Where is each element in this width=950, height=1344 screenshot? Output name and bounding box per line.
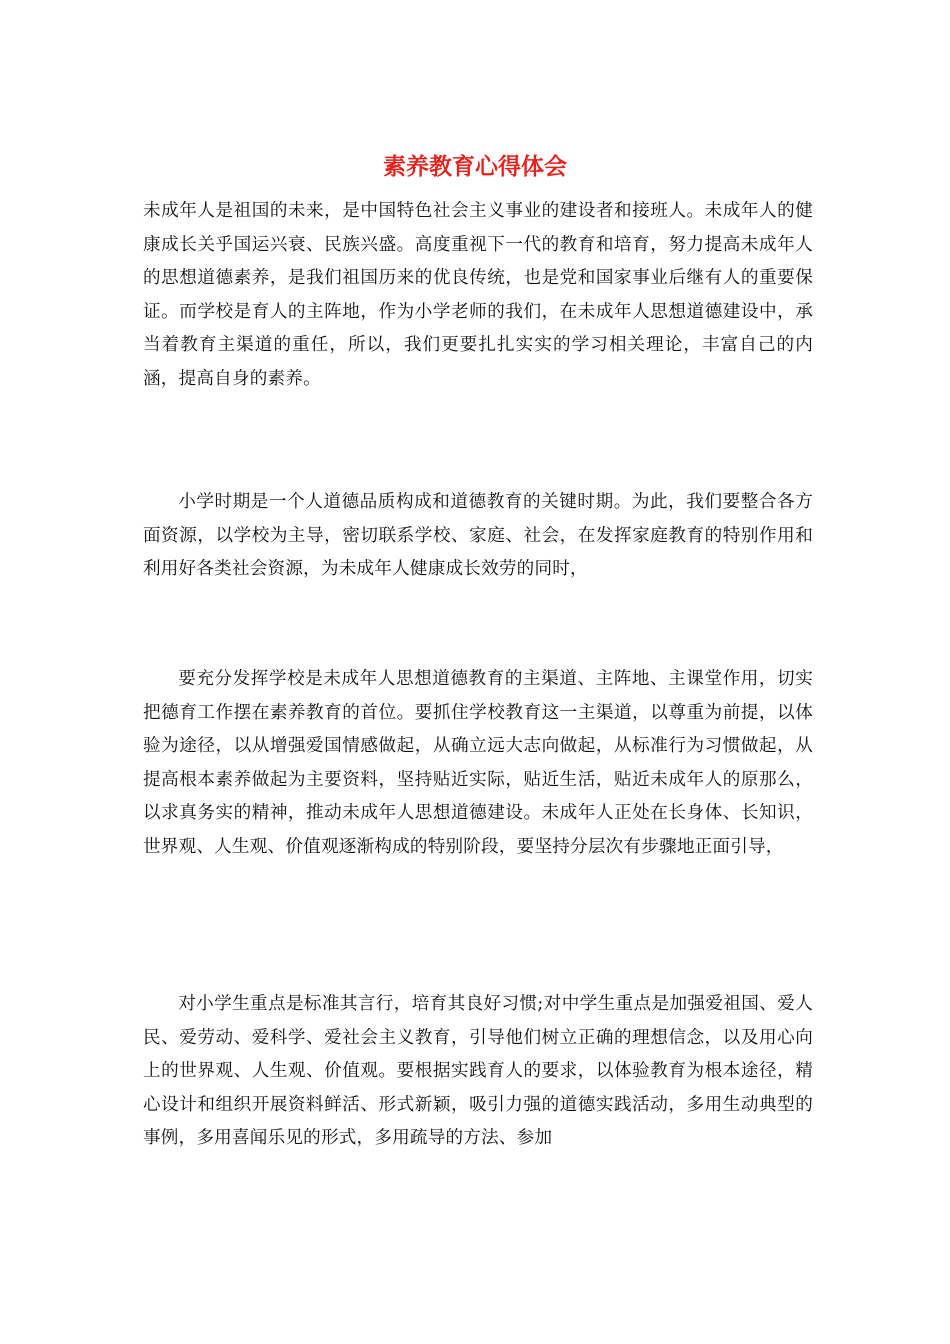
- paragraph-2: 小学时期是一个人道德品质构成和道德教育的关键时期。为此，我们要整合各方面资源，以学校为主导，密切联系学校、家庭、社会，在发挥家庭教育的特别作用和利用好各类社会资源，为未成年人健康成长效劳的同时，: [143, 492, 813, 579]
- document-title: 素养教育心得体会: [383, 153, 567, 180]
- paragraph-3: 要充分发挥学校是未成年人思想道德教育的主渠道、主阵地、主课堂作用，切实把德育工作摆在素养教育的首位。要抓住学校教育这一主渠道，以尊重为前提，以体验为途径，以从增强爱国情感做起，从确立远大志向做起，从标准行为习惯做起，从提高根本素养做起为主要资料，坚持贴近实际，贴近生活，贴近未成年人的原那么，以求真务实的精神，推动未成年人思想道德建设。未成年人正处在长身体、长知识，世界观、人生观、价值观逐渐构成的特别阶段，要坚持分层次有步骤地正面引导，: [143, 669, 813, 857]
- paragraph-4: 对小学生重点是标准其言行，培育其良好习惯;对中学生重点是加强爱祖国、爱人民、爱劳动、爱科学、爱社会主义教育，引导他们树立正确的理想信念，以及用心向上的世界观、人生观、价值观。要根据实践育人的要求，以体验教育为根本途径，精心设计和组织开展资料鲜活、形式新颖，吸引力强的道德实践活动，多用生动典型的事例，多用喜闻乐见的形式，多用疏导的方法、参加: [143, 994, 813, 1148]
- paragraph-1: 未成年人是祖国的未来，是中国特色社会主义事业的建设者和接班人。未成年人的健康成长关乎国运兴衰、民族兴盛。高度重视下一代的教育和培育，努力提高未成年人的思想道德素养，是我们祖国历来的优良传统，也是党和国家事业后继有人的重要保证。而学校是育人的主阵地，作为小学老师的我们，在未成年人思想道德建设中，承当着教育主渠道的重任，所以，我们更要扎扎实实的学习相关理论，丰富自己的内涵，提高自身的素养。: [143, 201, 813, 389]
